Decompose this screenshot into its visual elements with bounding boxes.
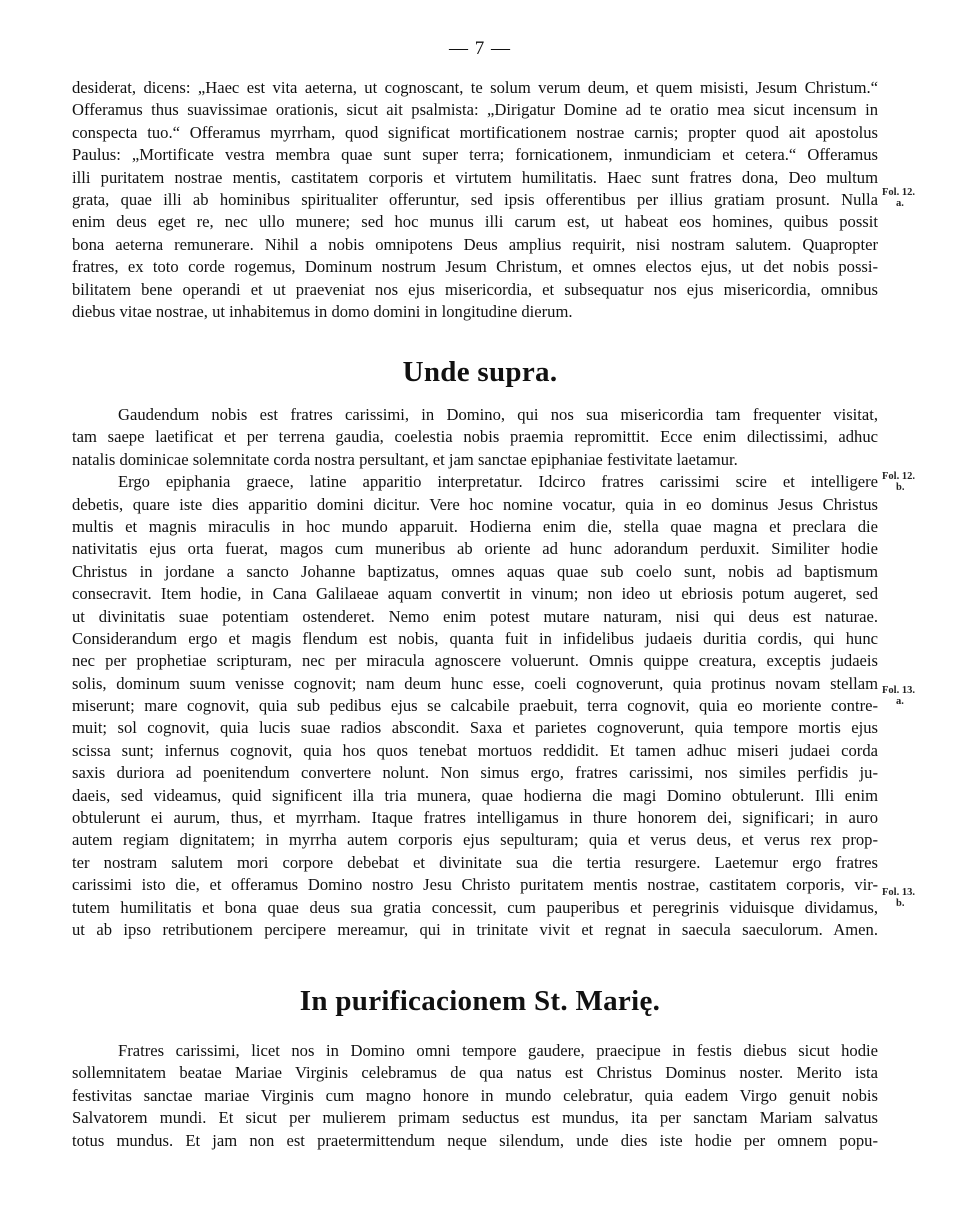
text-line: diebus vitae nostrae, ut inhabitemus in domo domini in longitudine dierum. xyxy=(72,301,573,321)
body-text-continuation xyxy=(72,77,878,323)
text-line: enim deus eget re, nec ullo munere; sed hoc munus illi carum est, ut habeat eos homines, quibus possit xyxy=(72,212,878,232)
text-line: multis et magnis miraculis in hoc mundo apparuit. Hodierna enim die, stella quae magna et preclara die xyxy=(72,516,878,536)
text-line: ter nostram salutem mori corpore debebat et divinitate sua die tertia resurgere. Laetemur ergo fratres xyxy=(72,852,878,872)
text-line: solis, dominum suum venisse cognovit; nam deum hunc esse, coeli cognoverunt, quia protinus novam stellam xyxy=(72,673,878,693)
folio-number: Fol. 12. xyxy=(882,187,915,198)
text-line: consecravit. Item hodie, in Cana Galilaeae aquam convertit in vinum; non ideo ut ebriosis potum augeret, sed xyxy=(72,584,878,604)
text-line: ut divinitatis suae potentiam ostenderet. Nemo enim potest mutare naturam, nisi qui deus est naturae. xyxy=(72,606,878,626)
text-line: autem regiam dignitatem; in myrrha autem corporis ejus sepulturam; quia et verus deus, et verus rex prop- xyxy=(72,830,878,850)
body-text-unde-supra xyxy=(72,404,878,941)
folio-side: a. xyxy=(896,198,904,209)
text-line: bilitatem bene operandi et ut praeveniat nos ejus misericordia, et subsequatur nos ejus misericordia, omnibus xyxy=(72,279,878,299)
text-line: saxis duriora ad poenitendum convertere nolunt. Non simus ergo, fratres carissimi, nos similes perfidis ju- xyxy=(72,763,878,783)
section-heading-unde-supra: Unde supra. xyxy=(402,356,558,388)
text-line: nativitatis ejus orta fuerat, magos cum muneribus ab oriente ad hunc adorandum perduxit. Similiter hodie xyxy=(72,539,878,559)
text-line: Fratres carissimi, licet nos in Domino omni tempore gaudere, praecipue in festis diebus sicut hodie xyxy=(118,1041,878,1060)
folio-side: a. xyxy=(896,696,904,707)
text-line: desiderat, dicens: „Haec est vita aeterna, ut cognoscant, te solum verum deum, et quem misisti, Jesum Christum.“ xyxy=(72,78,878,97)
folio-number: Fol. 13. xyxy=(882,685,915,696)
text-line: Offeramus thus suavissimae orationis, sicut ait psalmista: „Dirigatur Domine ad te oratio mea sicut incensum in xyxy=(72,100,878,120)
text-line: conspecta tuo.“ Offeramus myrrham, quod significat mortificationem nostrae carnis; propter quod ait apostolus xyxy=(72,122,878,142)
body-text-purificacionem xyxy=(72,1040,878,1152)
text-line: ut ab ipso retributionem percipere mereamur, qui in trinitate vivit et regnat in saecula saeculorum. Amen. xyxy=(72,919,878,939)
text-line: Gaudendum nobis est fratres carissimi, in Domino, qui nos sua misericordia tam frequenter visitat, xyxy=(118,405,878,424)
text-line: Ergo epiphania graece, latine apparitio interpretatur. Idcirco fratres carissimi scire et intelligere xyxy=(118,472,878,492)
text-line: Considerandum ergo et magis flendum est nobis, quanta fuit in infidelibus judaeis duritia cordis, qui hunc xyxy=(72,628,878,648)
folio-number: Fol. 12. xyxy=(882,471,915,482)
text-line: carissimi isto die, et offeramus Domino nostro Jesu Christo puritatem mentis nostrae, castitatem corporis, vir- xyxy=(72,875,878,895)
section-heading-purificacionem: In purificacionem St. Marię. xyxy=(299,985,661,1017)
text-line: nec per prophetiae scripturam, nec per miracula agnoscere voluerunt. Omnis quippe creatura, exceptis judaeis xyxy=(72,651,878,671)
margin-folio-note xyxy=(882,187,942,209)
text-line: bona aeterna remunerare. Nihil a nobis omnipotens Deus amplius requirit, nisi nostram salutem. Quapropter xyxy=(72,234,878,254)
folio-side: b. xyxy=(896,482,905,493)
folio-number: Fol. 13. xyxy=(882,887,915,898)
text-line: obtulerunt ei aurum, thus, et myrrham. Itaque fratres intelligamus in thure honorem dei, significari; in auro xyxy=(72,808,878,828)
page-number: — 7 — xyxy=(449,38,511,59)
text-line: grata, quae illi ab hominibus spiritualiter offeruntur, sed ipsis offerentibus per illius gratiam prosunt. Nulla xyxy=(72,189,878,209)
text-line: natalis dominicae solemnitate corda nostra persultant, et jam sanctae epiphaniae festivitate laetamur. xyxy=(72,449,738,469)
margin-folio-note xyxy=(882,471,942,493)
text-line: debetis, quare iste dies apparitio domini dicitur. Vere hoc nomine vocatur, quia in eo dominus Jesus Christus xyxy=(72,494,878,514)
text-line: Paulus: „Mortificate vestra membra quae sunt super terra; fornicationem, inmundiciam et cetera.“ Offeramus xyxy=(72,145,878,165)
text-line: sollemnitatem beatae Mariae Virginis celebramus de qua natus est Christus Dominus noster. Merito ista xyxy=(72,1063,878,1083)
folio-side: b. xyxy=(896,898,905,909)
text-line: daeis, sed videamus, quid significent illa tria munera, quae hodierna die magi Domino obtulerunt. Illi enim xyxy=(72,785,878,805)
text-line: Christus in jordane a sancto Johanne baptizatus, omnes aquas quae sub coelo sunt, nobis ad baptismum xyxy=(72,561,878,581)
text-line: totus mundus. Et jam non est praetermittendum neque silendum, unde dies iste hodie per omnem popu- xyxy=(72,1130,878,1150)
text-line: muit; sol cognovit, quia lucis suae radios abscondit. Saxa et parietes cognoverunt, quia tempore mortis ejus xyxy=(72,718,878,738)
text-line: illi puritatem nostrae mentis, castitatem corporis et virtutem humilitatis. Haec sunt fratres dona, Deo multum xyxy=(72,167,878,187)
text-line: tutem humilitatis et bona quae deus sua gratia concessit, cum pauperibus et peregrinis viduisque dividamus, xyxy=(72,897,878,917)
text-line: tam saepe laetificat et per terrena gaudia, coelestia nobis praemia repromittit. Ecce enim dilectissimi, adhuc xyxy=(72,427,878,447)
text-line: miserunt; mare cognovit, quia sub pedibus ejus se calcabile praebuit, terra cognovit, quia eo moriente contre- xyxy=(72,696,878,716)
text-line: festivitas sanctae mariae Virginis cum magno honore in mundo celebratur, quia eadem Virgo genuit nobis xyxy=(72,1085,878,1105)
margin-folio-note xyxy=(882,887,942,909)
text-line: fratres, ex toto corde rogemus, Dominum nostrum Jesum Christum, et omnes electos ejus, ut det nobis possi- xyxy=(72,257,878,277)
text-line: Salvatorem mundi. Et sicut per mulierem primam seductus est mundus, ita per sanctam Mariam salvatus xyxy=(72,1108,878,1128)
text-line: scissa sunt; infernus cognovit, quia hos quos tenebat mortuos reddidit. Et tamen adhuc miseri judaei corda xyxy=(72,740,878,760)
margin-folio-note xyxy=(882,685,942,707)
